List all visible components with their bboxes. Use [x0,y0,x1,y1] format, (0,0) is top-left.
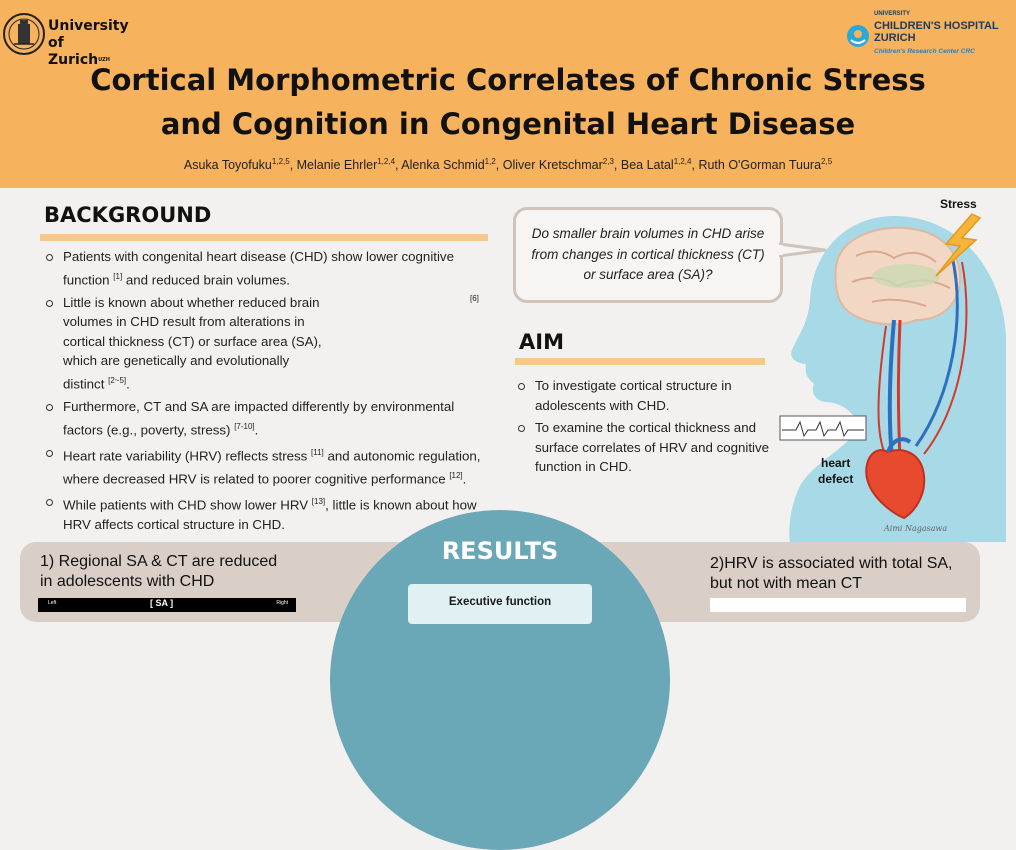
aim-underline [515,358,765,365]
background-heading: BACKGROUND [44,203,212,227]
question-text: Do smaller brain volumes in CHD arise from changes in cortical thickness (CT) or surface area (SA)? [531,226,765,282]
child-head-illustration [776,196,1012,542]
author: Bea Latal$^{1,2,4}$, [620,157,699,173]
uzh-seal-icon [2,12,46,56]
author-affiliation: 1,2,5 [271,157,290,166]
bullet-text: Furthermore, CT and SA are impacted differently by environmental factors (e.g., poverty, stress) [63,399,455,438]
aim-bullets [516,376,776,480]
background-bullet [44,443,484,489]
author-name: Asuka Toyofuku [183,158,272,173]
bullet-text: and autonomic regulation, where decreased HRV is related to poorer cognitive performance [63,448,481,487]
results-heading: RESULTS [441,537,559,565]
citation: [7-10] [234,421,255,431]
bullet-text: . [126,376,130,392]
floating-reference: [6] [470,294,479,303]
citation: [11] [311,447,324,457]
aim-bullet: To investigate cortical structure in adolescents with CHD. [516,376,776,415]
hrv-chart-figure [710,598,966,612]
background-bullet [44,492,484,535]
author: Alenka Schmid$^{1,2}$, [401,157,503,173]
bullet-text: and reduced brain volumes. [122,272,290,288]
bullet-text: Patients with congenital heart disease (CHD) show lower cognitive function [63,249,454,288]
author [698,158,832,172]
artist-signature: Aimi Nagasawa [884,524,948,533]
citation: [12] [449,470,463,480]
background-bullet [44,397,484,440]
author-name: Ruth O'Gorman Tuura [698,158,822,173]
bullet-text: Heart rate variability (HRV) reflects stress [63,448,312,464]
header-banner [0,0,1016,188]
uzh-logo [2,12,134,68]
bullet-text: . [462,471,467,487]
author-name: Melanie Ehrler [296,158,378,173]
background-underline [40,234,488,241]
author-name: Oliver Kretschmar [502,158,603,173]
stress-label: Stress [940,197,977,211]
author: Asuka Toyofuku$^{1,2,5}$, [183,157,297,173]
citation: [13] [311,496,326,506]
author-list [0,157,1016,172]
result-2-heading: 2)HRV is associated with total SA, but not with mean CT [710,555,953,592]
bullet-text: While patients with CHD show lower HRV [63,497,312,513]
author-affiliation: 1,2 [484,157,496,166]
bullet-text: . [254,422,259,438]
background-bullet [44,293,324,394]
author-affiliation: 2,5 [821,157,833,166]
question-bubble [513,207,783,303]
executive-function-box: Executive function [408,584,592,624]
author-affiliation: 2,3 [602,157,614,166]
kispi-icon [846,24,870,48]
brain-scan-figure: Left [ SA ] Right [38,598,296,612]
citation: [1] [113,271,123,281]
heart-defect-label: heart defect [818,456,854,486]
author-affiliation: 1,2,4 [377,157,396,166]
author-name: Alenka Schmid [401,158,485,173]
author-affiliation: 1,2,4 [673,157,692,166]
result-1-heading: 1) Regional SA & CT are reduced in adolescents with CHD [40,553,278,590]
aim-bullet: To examine the cortical thickness and surface correlates of HRV and cognitive function in CHD. [516,418,776,477]
author: Oliver Kretschmar$^{2,3}$, [502,157,621,173]
author: Melanie Ehrler$^{1,2,4}$, [296,157,402,173]
kispi-logo: UNIVERSITY CHILDREN'S HOSPITAL ZURICH Children's Research Center CRC [844,10,1014,60]
bullet-text: Little is known about whether reduced brain volumes in CHD result from alterations in cortical thickness (CT) or surface area (SA), which are genetically and evolutionally distinct [63,294,322,392]
aim-heading: AIM [519,330,564,354]
background-bullets [44,247,484,537]
bullet-text: , little is known about how HRV affects cortical structure in CHD. [63,497,477,532]
citation: [2~5] [108,375,127,385]
background-bullet [44,247,484,290]
author-name: Bea Latal [620,158,674,173]
uzh-wordmark: University of Zurich$^{UZH}$ [48,18,129,68]
poster-title: Cortical Morphometric Correlates of Chronic Stress and Cognition in Congenital Heart Disease [90,63,926,141]
